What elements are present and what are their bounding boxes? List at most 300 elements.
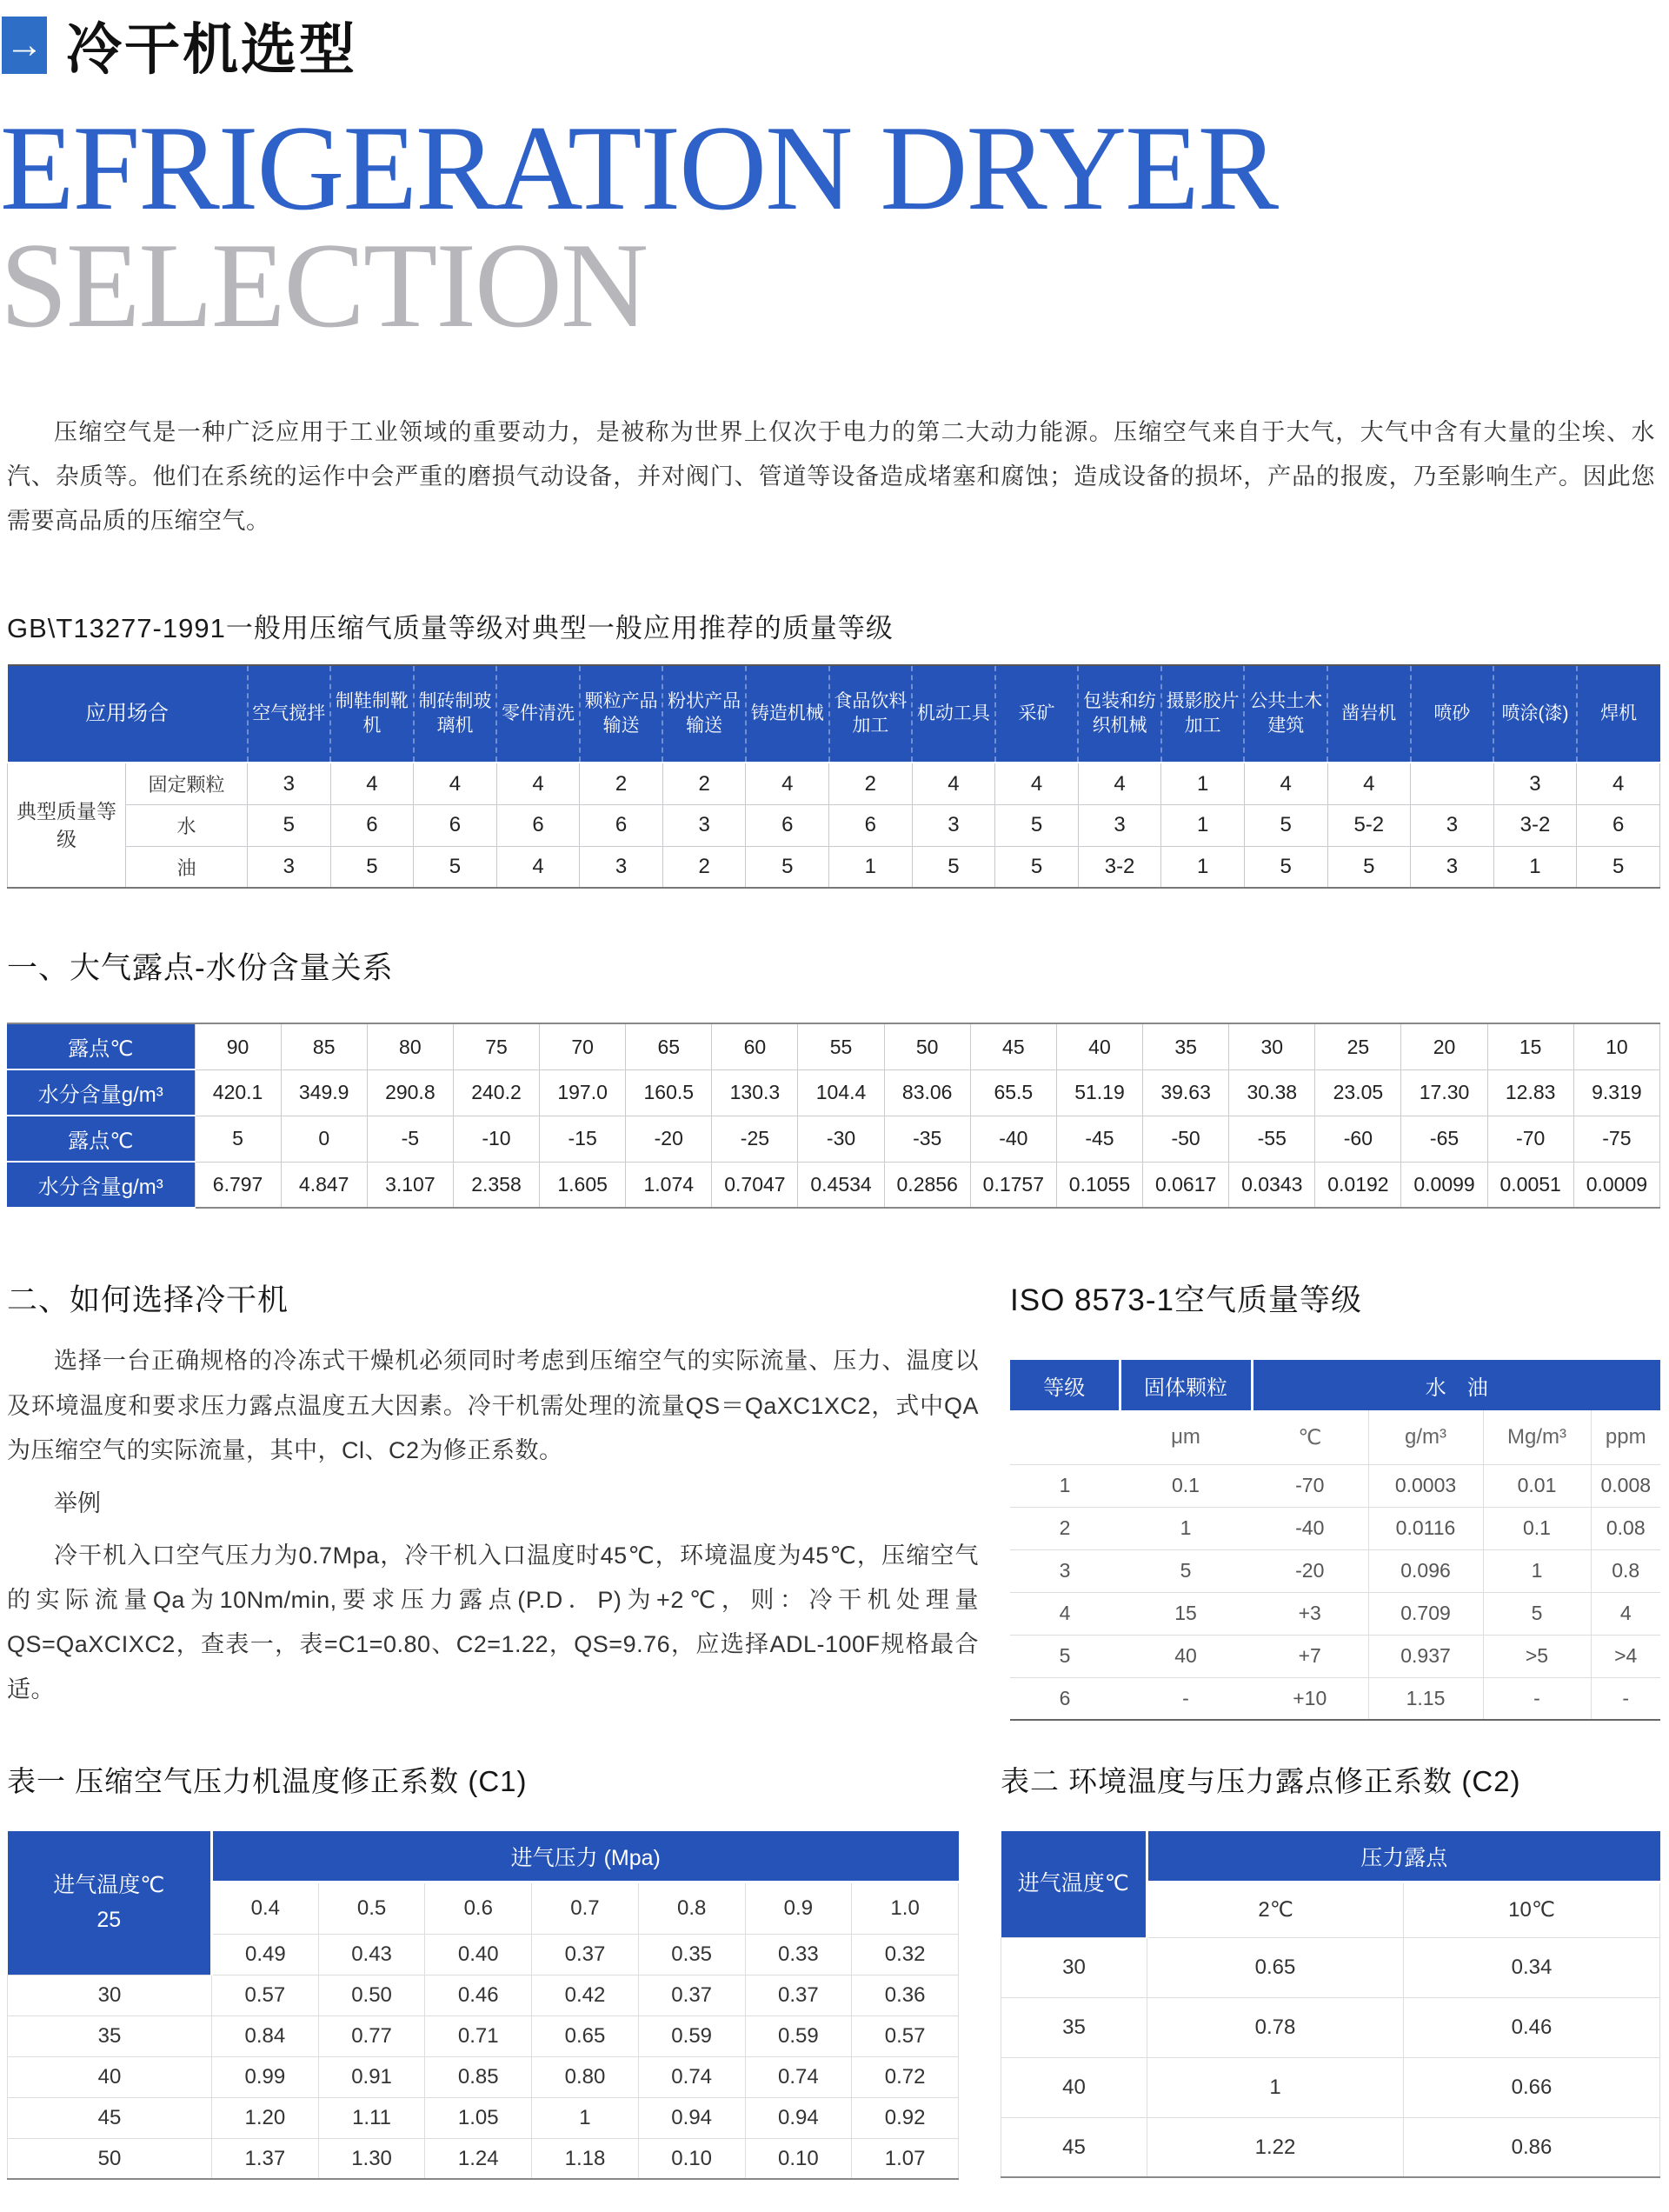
t2-data-row	[1001, 1937, 1660, 1997]
data-cell: 2	[1010, 1507, 1120, 1549]
data-cell: 3	[912, 804, 995, 846]
data-cell: +10	[1252, 1677, 1368, 1720]
dew-row	[7, 1069, 1660, 1116]
data-cell: 0.94	[745, 2097, 852, 2138]
data-cell: -20	[1252, 1549, 1368, 1592]
data-cell: 0.85	[425, 2056, 532, 2097]
dew-row-label: 水分含量g/m³	[7, 1162, 195, 1208]
t2-body	[1001, 1831, 1660, 2177]
page-title: 冷干机选型	[66, 18, 357, 81]
data-cell: 1.37	[212, 2138, 319, 2179]
data-cell: 1	[1161, 763, 1245, 804]
t2-row-label: 30	[1001, 1937, 1147, 1997]
gb-body	[8, 763, 1660, 888]
t1-data-row	[8, 2015, 959, 2056]
data-cell: -70	[1252, 1464, 1368, 1507]
data-cell: -45	[1056, 1116, 1142, 1162]
table1-section	[7, 1759, 959, 2180]
data-cell: 6	[829, 804, 913, 846]
dew-row	[7, 1162, 1660, 1208]
data-cell: -40	[970, 1116, 1056, 1162]
data-cell: -15	[540, 1116, 626, 1162]
data-cell: 0.65	[532, 2015, 639, 2056]
data-cell: 0.92	[852, 2097, 959, 2138]
data-cell: 5	[414, 846, 497, 888]
data-cell: 0.35	[638, 1934, 745, 1975]
data-cell: 4	[1591, 1592, 1660, 1635]
example-label: 举例	[54, 1490, 101, 1517]
data-cell: 5	[330, 846, 414, 888]
data-cell: 15	[1120, 1592, 1252, 1635]
data-cell: >5	[1483, 1635, 1591, 1677]
data-cell: 1.074	[626, 1162, 712, 1208]
data-cell: 1	[1483, 1549, 1591, 1592]
data-cell: 420.1	[195, 1069, 281, 1116]
data-cell: 90	[195, 1023, 281, 1069]
data-cell: 2	[829, 763, 913, 804]
data-cell: 0.10	[745, 2138, 852, 2179]
data-cell: 0.99	[212, 2056, 319, 2097]
data-cell: 0.2856	[884, 1162, 970, 1208]
data-cell: 6	[1010, 1677, 1120, 1720]
data-cell: 0.709	[1368, 1592, 1483, 1635]
data-cell: 4	[330, 763, 414, 804]
iso-row	[1010, 1464, 1660, 1507]
t1-group-header: 进气压力 (Mpa)	[212, 1831, 959, 1882]
iso-row	[1010, 1592, 1660, 1635]
gb-row-label: 水	[126, 804, 248, 846]
t1-body	[8, 1831, 959, 2179]
arrow-glyph: →	[5, 23, 43, 66]
data-cell: 0.0343	[1229, 1162, 1315, 1208]
data-cell: 60	[712, 1023, 798, 1069]
data-cell: 0.1757	[970, 1162, 1056, 1208]
data-cell: 3	[1078, 804, 1161, 846]
data-cell: 0.37	[745, 1975, 852, 2015]
dew-row	[7, 1023, 1660, 1069]
arrow-icon	[2, 17, 47, 74]
how-to-select-section	[7, 1276, 979, 1721]
data-cell: 5	[1577, 846, 1660, 888]
t1-data-row	[8, 2097, 959, 2138]
data-cell: 0.80	[532, 2056, 639, 2097]
t1-pressure-cell: 0.9	[745, 1882, 852, 1934]
data-cell: -50	[1143, 1116, 1229, 1162]
t2-dewpoint-cell: 10℃	[1404, 1882, 1660, 1937]
data-cell: 3	[248, 846, 331, 888]
data-cell: 5	[1327, 846, 1411, 888]
gb-quality-table	[7, 664, 1660, 889]
data-cell: 75	[453, 1023, 539, 1069]
gb-corner-header: 应用场合	[8, 665, 248, 763]
data-cell: 0.0051	[1487, 1162, 1573, 1208]
t1-corner	[8, 1831, 212, 1975]
iso-row	[1010, 1635, 1660, 1677]
data-cell: 39.63	[1143, 1069, 1229, 1116]
page-header	[5, 12, 1660, 81]
gb-row	[8, 846, 1660, 888]
data-cell: 0.59	[745, 2015, 852, 2056]
t1-pressure-cell: 1.0	[852, 1882, 959, 1934]
data-cell: 25	[1315, 1023, 1401, 1069]
c1-correction-table	[7, 1831, 959, 2180]
data-cell: 0.0116	[1368, 1507, 1483, 1549]
data-cell: -	[1591, 1677, 1660, 1720]
data-cell: 1	[1010, 1464, 1120, 1507]
gb-column-header: 凿岩机	[1327, 665, 1411, 763]
dew-row	[7, 1116, 1660, 1162]
data-cell: 0.74	[638, 2056, 745, 2097]
section2-paragraph1: 选择一台正确规格的冷冻式干燥机必须同时考虑到压缩空气的实际流量、压力、温度以及环境温度和要求压力露点温度五大因素。冷干机需处理的流量QS＝QaXC1XC2，式中QA为压缩空气的实际流量，其中，Cl、C2为修正系数。	[7, 1348, 979, 1464]
data-cell: 2	[580, 763, 663, 804]
data-cell: 3	[1010, 1549, 1120, 1592]
data-cell: 1	[1120, 1507, 1252, 1549]
data-cell: 6	[1577, 804, 1660, 846]
data-cell: 6	[330, 804, 414, 846]
data-cell: 4	[995, 763, 1079, 804]
data-cell: -25	[712, 1116, 798, 1162]
data-cell: 0.71	[425, 2015, 532, 2056]
t2-corner: 进气温度℃	[1001, 1831, 1147, 1937]
data-cell: 1.07	[852, 2138, 959, 2179]
data-cell: 0.78	[1147, 1997, 1404, 2057]
data-cell: 1.605	[540, 1162, 626, 1208]
data-cell: 5	[1010, 1635, 1120, 1677]
t2-row-label: 45	[1001, 2117, 1147, 2177]
data-cell: 4	[496, 846, 580, 888]
gb-column-header: 机动工具	[912, 665, 995, 763]
data-cell: 0.4534	[798, 1162, 884, 1208]
data-cell: 6.797	[195, 1162, 281, 1208]
table2-title: 表二 环境温度与压力露点修正系数 (C2)	[1001, 1765, 1521, 1798]
data-cell: 0.0099	[1401, 1162, 1487, 1208]
data-cell	[1411, 763, 1494, 804]
iso-body-outer	[1010, 1410, 1660, 1464]
data-cell: 6	[496, 804, 580, 846]
dew-row-label: 水分含量g/m³	[7, 1069, 195, 1116]
data-cell: -20	[626, 1116, 712, 1162]
iso-header-grade: 等级	[1010, 1360, 1120, 1410]
gb-column-header: 喷涂(漆)	[1493, 665, 1577, 763]
data-cell: 0.74	[745, 2056, 852, 2097]
t2-row-label: 40	[1001, 2057, 1147, 2117]
data-cell: 0.32	[852, 1934, 959, 1975]
t1-row-label: 35	[8, 2015, 212, 2056]
data-cell: +7	[1252, 1635, 1368, 1677]
data-cell: 65.5	[970, 1069, 1056, 1116]
data-cell: 1.30	[318, 2138, 425, 2179]
iso-header-solid: 固体颗粒	[1120, 1360, 1252, 1410]
data-cell: 0.0003	[1368, 1464, 1483, 1507]
data-cell: 0.50	[318, 1975, 425, 2015]
data-cell: 0.65	[1147, 1937, 1404, 1997]
data-cell: 0.59	[638, 2015, 745, 2056]
data-cell: 349.9	[281, 1069, 367, 1116]
data-cell: 1.24	[425, 2138, 532, 2179]
data-cell: 5	[995, 846, 1079, 888]
data-cell: +3	[1252, 1592, 1368, 1635]
table2-section	[1001, 1759, 1660, 2180]
data-cell: -65	[1401, 1116, 1487, 1162]
data-cell: 1.15	[1368, 1677, 1483, 1720]
data-cell: 45	[970, 1023, 1056, 1069]
data-cell: 0.36	[852, 1975, 959, 2015]
t1-data-row	[8, 2056, 959, 2097]
data-cell: 5	[746, 846, 829, 888]
data-cell: 0.57	[212, 1975, 319, 2015]
data-cell: 0.94	[638, 2097, 745, 2138]
iso-section	[1010, 1276, 1660, 1721]
data-cell: 1	[1161, 846, 1245, 888]
t1-data-row	[8, 2138, 959, 2179]
data-cell: 4	[496, 763, 580, 804]
dew-body	[7, 1023, 1660, 1208]
data-cell: 10	[1573, 1023, 1659, 1069]
data-cell: 2	[662, 763, 746, 804]
gb-column-header: 空气搅拌	[248, 665, 331, 763]
data-cell: 0.49	[212, 1934, 319, 1975]
t1-row-label: 30	[8, 1975, 212, 2015]
gb-row-group: 典型质量等级	[8, 763, 126, 888]
iso-unit-blank	[1010, 1410, 1120, 1464]
t1-data-row	[8, 1975, 959, 2015]
gb-column-header: 焊机	[1577, 665, 1660, 763]
data-cell: 3-2	[1493, 804, 1577, 846]
data-cell: 0.0617	[1143, 1162, 1229, 1208]
t1-corner-label: 进气温度℃	[53, 1873, 165, 1898]
data-cell: 1.20	[212, 2097, 319, 2138]
c2-correction-table	[1001, 1831, 1660, 2178]
data-cell: 70	[540, 1023, 626, 1069]
gb-row	[8, 804, 1660, 846]
t2-header-row	[1001, 1831, 1660, 1882]
data-cell: 3	[580, 846, 663, 888]
data-cell: 20	[1401, 1023, 1487, 1069]
data-cell: 3	[1493, 763, 1577, 804]
data-cell: 240.2	[453, 1069, 539, 1116]
data-cell: 0.84	[212, 2015, 319, 2056]
data-cell: -60	[1315, 1116, 1401, 1162]
dewpoint-table	[7, 1023, 1660, 1209]
dew-row-label: 露点℃	[7, 1116, 195, 1162]
iso-row	[1010, 1549, 1660, 1592]
iso-row	[1010, 1507, 1660, 1549]
t1-pressure-cell: 0.4	[212, 1882, 319, 1934]
data-cell: 0.10	[638, 2138, 745, 2179]
data-cell: 40	[1056, 1023, 1142, 1069]
data-cell: 0.1	[1483, 1507, 1591, 1549]
data-cell: 4	[1327, 763, 1411, 804]
dew-row-label: 露点℃	[7, 1023, 195, 1069]
data-cell: 5	[912, 846, 995, 888]
data-cell: 50	[884, 1023, 970, 1069]
data-cell: 4	[1010, 1592, 1120, 1635]
data-cell: 0.0009	[1573, 1162, 1659, 1208]
data-cell: -40	[1252, 1507, 1368, 1549]
data-cell: 0.01	[1483, 1464, 1591, 1507]
iso-row	[1010, 1677, 1660, 1720]
section-dewpoint	[7, 944, 1660, 1209]
data-cell: -75	[1573, 1116, 1659, 1162]
data-cell: 0.91	[318, 2056, 425, 2097]
data-cell: 5	[1244, 846, 1327, 888]
data-cell: 0	[281, 1116, 367, 1162]
data-cell: 1.05	[425, 2097, 532, 2138]
data-cell: 0.43	[318, 1934, 425, 1975]
iso-unit-cell: μm	[1120, 1410, 1252, 1464]
iso-units-row	[1010, 1410, 1660, 1464]
data-cell: 0.40	[425, 1934, 532, 1975]
data-cell: 80	[367, 1023, 453, 1069]
data-cell: 4	[912, 763, 995, 804]
data-cell: 0.096	[1368, 1549, 1483, 1592]
gb-column-header: 颗粒产品输送	[580, 665, 663, 763]
data-cell: -30	[798, 1116, 884, 1162]
gb-column-header: 零件清洗	[496, 665, 580, 763]
data-cell: 5	[1483, 1592, 1591, 1635]
iso-header-wateroil: 水 油	[1252, 1360, 1660, 1410]
data-cell: 2	[662, 846, 746, 888]
data-cell: 5	[995, 804, 1079, 846]
data-cell: -	[1483, 1677, 1591, 1720]
gb-column-header: 制鞋制靴机	[330, 665, 414, 763]
data-cell: 0.46	[425, 1975, 532, 2015]
data-cell: 2.358	[453, 1162, 539, 1208]
data-cell: 15	[1487, 1023, 1573, 1069]
gb-header-row	[8, 665, 1660, 763]
data-cell: 5	[248, 804, 331, 846]
iso-quality-table	[1010, 1360, 1660, 1721]
gb-table-title: GB\T13277-1991一般用压缩气质量等级对典型一般应用推荐的质量等级	[7, 613, 894, 644]
data-cell: 0.42	[532, 1975, 639, 2015]
data-cell: 130.3	[712, 1069, 798, 1116]
data-cell: 4	[1078, 763, 1161, 804]
iso-unit-cell: g/m³	[1368, 1410, 1483, 1464]
data-cell: 1	[532, 2097, 639, 2138]
data-cell: 104.4	[798, 1069, 884, 1116]
data-cell: 40	[1120, 1635, 1252, 1677]
data-cell: 0.937	[1368, 1635, 1483, 1677]
data-cell: 0.37	[532, 1934, 639, 1975]
gb-column-header: 食品饮料加工	[829, 665, 913, 763]
iso-body	[1010, 1464, 1660, 1720]
gb-column-header: 铸造机械	[746, 665, 829, 763]
data-cell: 3.107	[367, 1162, 453, 1208]
data-cell: 0.33	[745, 1934, 852, 1975]
data-cell: 0.77	[318, 2015, 425, 2056]
data-cell: 30.38	[1229, 1069, 1315, 1116]
t2-group-header: 压力露点	[1147, 1831, 1660, 1882]
data-cell: 12.83	[1487, 1069, 1573, 1116]
intro-paragraph: 压缩空气是一种广泛应用于工业领域的重要动力，是被称为世界上仅次于电力的第二大动力能源。压缩空气来自于大气，大气中含有大量的尘埃、水汽、杂质等。他们在系统的运作中会严重的磨损气动设备，并对阀门、管道等设备造成堵塞和腐蚀；造成设备的损坏，产品的报废，乃至影响生产。因此您需要高品质的压缩空气。	[7, 418, 1655, 535]
gb-row-label: 固定颗粒	[126, 763, 248, 804]
iso-title: ISO 8573-1空气质量等级	[1010, 1283, 1362, 1318]
data-cell: 1.22	[1147, 2117, 1404, 2177]
t2-data-row	[1001, 2117, 1660, 2177]
data-cell: -5	[367, 1116, 453, 1162]
data-cell: 1.18	[532, 2138, 639, 2179]
data-cell: 1	[1493, 846, 1577, 888]
iso-unit-cell: ppm	[1591, 1410, 1660, 1464]
data-cell: >4	[1591, 1635, 1660, 1677]
data-cell: 3	[662, 804, 746, 846]
data-cell: -70	[1487, 1116, 1573, 1162]
data-cell: 0.08	[1591, 1507, 1660, 1549]
gb-column-header: 包装和纺织机械	[1078, 665, 1161, 763]
data-cell: 35	[1143, 1023, 1229, 1069]
t2-dewpoint-cell: 2℃	[1147, 1882, 1404, 1937]
data-cell: 30	[1229, 1023, 1315, 1069]
data-cell: 5-2	[1327, 804, 1411, 846]
gb-column-header: 喷砂	[1411, 665, 1494, 763]
t1-header-row	[8, 1831, 959, 1882]
iso-header-row	[1010, 1360, 1660, 1410]
data-cell: 3	[1411, 804, 1494, 846]
data-cell: -	[1120, 1677, 1252, 1720]
t1-pressure-cell: 0.5	[318, 1882, 425, 1934]
section2-title: 二、如何选择冷干机	[7, 1283, 289, 1318]
data-cell: 0.86	[1404, 2117, 1660, 2177]
title-english-line2: SELECTION	[0, 217, 648, 353]
data-cell: 3-2	[1078, 846, 1161, 888]
t1-row-label: 45	[8, 2097, 212, 2138]
gb-column-header: 采矿	[995, 665, 1079, 763]
data-cell: 55	[798, 1023, 884, 1069]
title-english-line1: EFRIGERATION DRYER	[0, 101, 1278, 236]
data-cell: 0.72	[852, 2056, 959, 2097]
data-cell: 65	[626, 1023, 712, 1069]
iso-unit-cell: ℃	[1252, 1410, 1368, 1464]
data-cell: 5	[1244, 804, 1327, 846]
middle-columns	[7, 1276, 1660, 1721]
data-cell: -35	[884, 1116, 970, 1162]
data-cell: 0.7047	[712, 1162, 798, 1208]
gb-row	[8, 763, 1660, 804]
data-cell: 4	[1244, 763, 1327, 804]
t1-row-label: 40	[8, 2056, 212, 2097]
data-cell: 290.8	[367, 1069, 453, 1116]
data-cell: 23.05	[1315, 1069, 1401, 1116]
data-cell: 4	[746, 763, 829, 804]
t2-data-row	[1001, 1997, 1660, 2057]
iso-unit-cell: Mg/m³	[1483, 1410, 1591, 1464]
t1-corner-value: 25	[96, 1907, 122, 1932]
data-cell: 1	[829, 846, 913, 888]
data-cell: 0.008	[1591, 1464, 1660, 1507]
data-cell: 6	[580, 804, 663, 846]
gb-column-header: 制砖制玻璃机	[414, 665, 497, 763]
data-cell: -55	[1229, 1116, 1315, 1162]
data-cell: 3	[248, 763, 331, 804]
table1-title: 表一 压缩空气压力机温度修正系数 (C1)	[7, 1765, 528, 1798]
data-cell: 85	[281, 1023, 367, 1069]
t1-row-label: 50	[8, 2138, 212, 2179]
data-cell: 0.0192	[1315, 1162, 1401, 1208]
data-cell: 1.11	[318, 2097, 425, 2138]
data-cell: 1	[1147, 2057, 1404, 2117]
data-cell: 9.319	[1573, 1069, 1659, 1116]
section1-title: 一、大气露点-水份含量关系	[7, 951, 394, 986]
data-cell: 0.1055	[1056, 1162, 1142, 1208]
gb-column-header: 摄影胶片加工	[1161, 665, 1245, 763]
data-cell: 4	[1577, 763, 1660, 804]
data-cell: 6	[746, 804, 829, 846]
data-cell: 1	[1161, 804, 1245, 846]
gb-row-label: 油	[126, 846, 248, 888]
data-cell: 0.37	[638, 1975, 745, 2015]
data-cell: 0.8	[1591, 1549, 1660, 1592]
t1-pressure-cell: 0.7	[532, 1882, 639, 1934]
